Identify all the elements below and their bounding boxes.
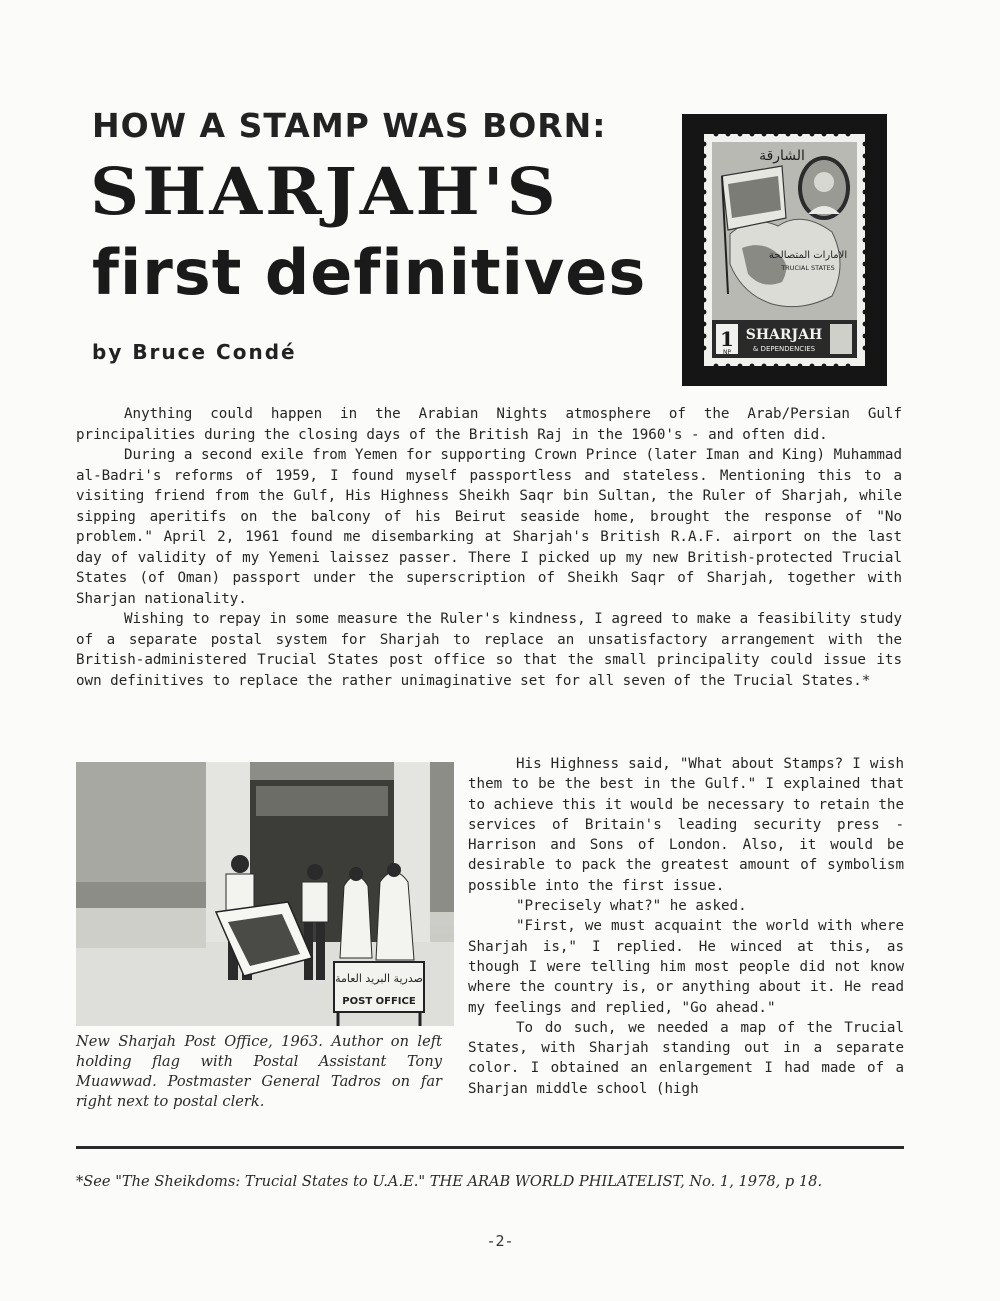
stamp-unit: NP bbox=[722, 349, 732, 356]
page-number: -2- bbox=[486, 1232, 514, 1250]
stamp-value: 1 bbox=[720, 327, 734, 351]
stamp-trucial-label: TRUCIAL STATES bbox=[781, 264, 835, 272]
photo-caption: New Sharjah Post Office, 1963. Author on left holding flag with Postal Assistant Tony Muawwad. Postmaster General Tadros on far right next to postal clerk. bbox=[76, 1033, 442, 1110]
paragraph: During a second exile from Yemen for supporting Crown Prince (later Iman and King) Muhammad al-Badri's reforms of 1959, I found myself passportless and stateless. Mentioning this to a visiting friend from the Gulf, His Highness Sheikh Saqr bin Sultan, the Ruler of Sharjah, while sipping aperitifs on the balcony of his Beirut seaside home, brought the response of "No problem." April 2, 1961 found me disembarking at Sharjah's British R.A.F. airport on the last day of validity of my Yemeni laissez passer. There I picked up my new British-protected Trucial States (of Oman) passport under the superscription of Sheikh Saqr of Sharjah, together with Sharjan nationality. bbox=[76, 447, 902, 607]
byline: by Bruce Condé bbox=[92, 340, 297, 364]
paragraph: "Precisely what?" he asked. bbox=[516, 898, 747, 915]
sign-arabic: صدرية البريد العامة bbox=[335, 972, 423, 985]
paragraph: "First, we must acquaint the world with where Sharjah is," I replied. He winced at this, as though I were telling him most people did not know where the country is, or anything about it. He read my feelings and replied, "Go ahead." bbox=[468, 918, 904, 1016]
paragraph: Anything could happen in the Arabian Nights atmosphere of the Arab/Persian Gulf principalities during the closing days of the British Raj in the 1960's - and often did. bbox=[76, 406, 902, 443]
article-title: SHARJAH'S bbox=[90, 154, 559, 230]
stamp-arabic-top: الشارقة bbox=[759, 148, 805, 164]
article-subtitle: first definitives bbox=[92, 236, 647, 309]
stamp-name: SHARJAH bbox=[745, 327, 823, 343]
footnote: *See "The Sheikdoms: Trucial States to U.A.E." THE ARAB WORLD PHILATELIST, No. 1, 1978, p 18. bbox=[76, 1173, 823, 1190]
article-intro bbox=[76, 404, 902, 691]
paragraph: His Highness said, "What about Stamps? I wish them to be the best in the Gulf." I explained that to achieve this it would be necessary to retain the services of Britain's leading security press - Harrison and Sons of London. Also, it would be desirable to pack the greatest amount of symbolism possible into the first issue. bbox=[468, 756, 904, 894]
stamp-sub: & DEPENDENCIES bbox=[752, 345, 816, 353]
article-kicker: HOW A STAMP WAS BORN: bbox=[92, 106, 607, 145]
post-office-photo bbox=[76, 762, 454, 1026]
sign-text: POST OFFICE bbox=[342, 996, 416, 1007]
paragraph: To do such, we needed a map of the Trucial States, with Sharjah standing out in a separate color. I obtained an enlargement I had made of a Sharjan middle school (high bbox=[468, 1019, 904, 1097]
paragraph: Wishing to repay in some measure the Ruler's kindness, I agreed to make a feasibility study of a separate postal system for Sharjah to replace an unsatisfactory arrangement with the British-administered Trucial States post office so that the small principality could issue its own definitives to replace the rather unimaginative set for all seven of the Trucial States.* bbox=[76, 611, 902, 689]
right-column bbox=[468, 754, 904, 1099]
footnote-divider bbox=[76, 1146, 904, 1149]
stamp-arabic-mid: الامارات المتصالحة bbox=[768, 250, 848, 261]
stamp-image bbox=[682, 114, 887, 386]
